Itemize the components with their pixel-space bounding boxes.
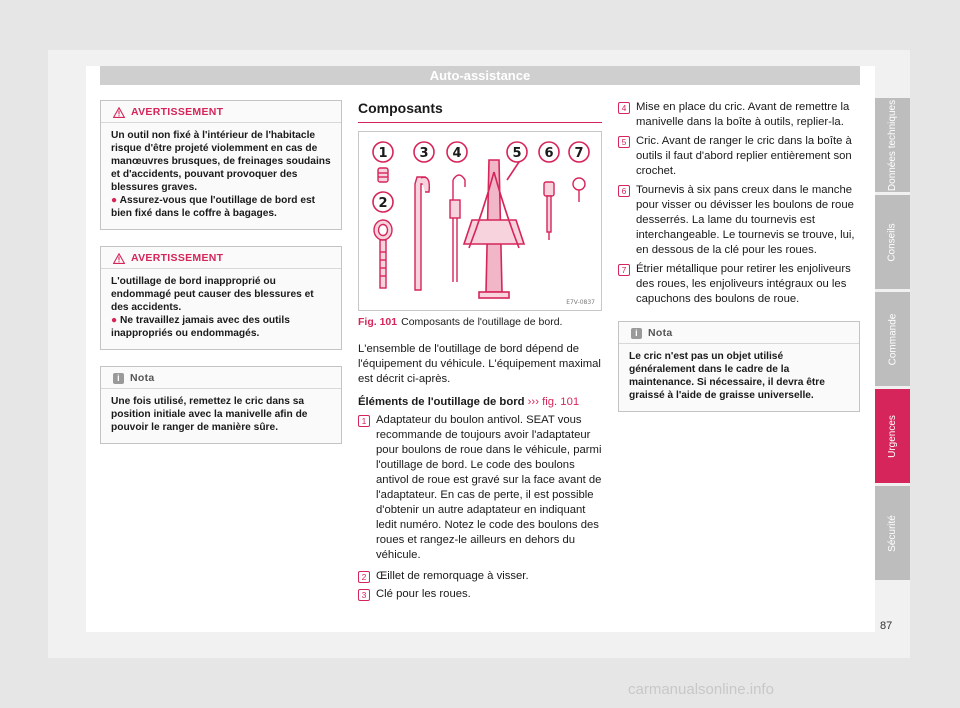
item-text: Mise en place du cric. Avant de remettre la manivelle dans la boîte à outils, replier-la. — [636, 101, 850, 128]
list-item — [618, 262, 860, 307]
chapter-tabs — [875, 98, 910, 583]
section-title: Composants — [358, 100, 602, 123]
item-number: 2 — [358, 571, 370, 583]
item-text: Cric. Avant de ranger le cric dans la boîte à outils il faut d'abord replier entièrement son crochet. — [636, 135, 852, 177]
info-icon: i — [631, 328, 642, 339]
tab-label: Commande — [887, 313, 899, 365]
list-item — [618, 100, 860, 130]
car-jack-icon — [464, 160, 524, 298]
tab-label: Données techniques — [887, 99, 898, 191]
list-item — [358, 587, 602, 602]
warning-box-damaged — [100, 246, 342, 350]
list-item — [358, 569, 602, 584]
nota-header — [101, 367, 341, 389]
figure-code: E7V-0837 — [566, 299, 595, 306]
adapter-icon — [378, 168, 388, 182]
warning-header — [101, 247, 341, 269]
tab-securite[interactable] — [875, 486, 910, 580]
info-icon: i — [113, 373, 124, 384]
tab-commande[interactable] — [875, 292, 910, 386]
item-number: 1 — [358, 415, 370, 427]
item-number: 3 — [358, 589, 370, 601]
item-text: Tournevis à six pans creux dans le manche pour visser ou dévisser les boulons de roue desserrés. La lame du tournevis est interchangeable. Le tournevis se trouve, lui, en dessous de la clé pour les roues. — [636, 184, 855, 256]
warning-text: L'outillage de bord inapproprié ou endommagé peut causer des blessures et des accidents. — [111, 276, 314, 313]
nota-body: Le cric n'est pas un objet utilisé généralement dans le cadre de la maintenance. Si nécessaire, il devra être graissé à l'aide de graisse universelle. — [629, 351, 825, 401]
warning-body — [101, 123, 341, 229]
page-header: Auto-assistance — [100, 66, 860, 85]
nota-title: Nota — [648, 327, 673, 339]
figure-tool-components — [358, 131, 602, 311]
intro-paragraph: L'ensemble de l'outillage de bord dépend de l'équipement du véhicule. L'équipement maximal est décrit ci-après. — [358, 343, 601, 385]
left-column — [100, 100, 342, 460]
list-heading — [358, 395, 602, 410]
warning-text: Un outil non fixé à l'intérieur de l'habitacle risque d'être projeté violemment en cas de manœuvres brusques, de freinages soudains et d'accidents, pouvant provoquer des blessures graves. — [111, 130, 331, 193]
warning-triangle-icon — [113, 107, 125, 118]
nota-body: Une fois utilisé, remettez le cric dans sa position initiale avec la manivelle afin de pouvoir le ranger de manière sûre. — [111, 396, 308, 433]
tab-label: Urgences — [887, 414, 898, 458]
hubcap-puller-icon — [573, 178, 585, 202]
nota-box-grease — [618, 321, 860, 412]
callout-label-6: 6 — [544, 146, 554, 161]
item-text: Étrier métallique pour retirer les enjoliveurs des roues, les enjoliveurs intégraux ou les capuchons des boulons de roue. — [636, 263, 851, 305]
warning-title: AVERTISSEMENT — [131, 106, 224, 118]
bullet-icon: ● — [111, 315, 120, 326]
callout-label-3: 3 — [419, 146, 429, 161]
callout-label-1: 1 — [378, 146, 388, 161]
figure-caption — [358, 316, 602, 328]
warning-bullet-text: Ne travaillez jamais avec des outils inappropriés ou endommagés. — [111, 315, 290, 339]
right-column — [618, 100, 860, 428]
callout-label-2: 2 — [378, 196, 388, 211]
callout-label-5: 5 — [512, 146, 522, 161]
warning-title: AVERTISSEMENT — [131, 252, 224, 264]
tab-conseils[interactable] — [875, 195, 910, 289]
watermark: carmanualsonline.info — [628, 681, 774, 698]
tab-urgences[interactable] — [875, 389, 910, 483]
wheel-wrench-icon — [415, 177, 429, 290]
item-number: 7 — [618, 264, 630, 276]
warning-bullet — [111, 314, 331, 340]
screwdriver-icon — [544, 182, 554, 240]
towing-eye-icon — [374, 220, 392, 288]
nota-title: Nota — [130, 372, 155, 384]
warning-triangle-icon — [113, 253, 125, 264]
nota-header — [619, 322, 859, 344]
figure-caption-text: Composants de l'outillage de bord. — [401, 316, 563, 328]
middle-column — [358, 100, 602, 602]
warning-body — [101, 269, 341, 349]
tab-label: Sécurité — [887, 514, 898, 552]
item-number: 5 — [618, 136, 630, 148]
figure-number: Fig. 101 — [358, 316, 398, 328]
warning-box-fixing — [100, 100, 342, 230]
figure-reference-link[interactable]: ››› fig. 101 — [527, 396, 580, 408]
item-text: Clé pour les roues. — [376, 588, 471, 600]
warning-bullet-text: Assurez-vous que l'outillage de bord est bien fixé dans le coffre à bagages. — [111, 195, 316, 219]
item-text: Adaptateur du boulon antivol. SEAT vous recommande de toujours avoir l'adaptateur pour boulons de roue dans le véhicule, parmi l'outillage de bord. Le code des boulons antivol de roue est gravé sur la face avant de l'adaptateur. En cas de perte, il est possible d'obtenir un autre adaptateur en indiquant ledit numéro. Notez le code des boulons des roues et rangez-le ailleurs en dehors du véhicule. — [376, 414, 602, 561]
bullet-icon: ● — [111, 195, 120, 206]
list-heading-text: Éléments de l'outillage de bord — [358, 396, 525, 408]
tools-illustration — [359, 132, 601, 310]
nota-box-jack — [100, 366, 342, 444]
list-item — [618, 134, 860, 179]
warning-header — [101, 101, 341, 123]
list-item — [618, 183, 860, 258]
tab-donnees-techniques[interactable] — [875, 98, 910, 192]
callout-label-4: 4 — [452, 146, 462, 161]
tab-label: Conseils — [887, 222, 899, 262]
item-text: Œillet de remorquage à visser. — [376, 570, 529, 582]
callout-label-7: 7 — [574, 146, 584, 161]
list-item — [358, 413, 602, 563]
jack-crank-icon — [450, 175, 465, 282]
item-number: 4 — [618, 102, 630, 114]
item-number: 6 — [618, 185, 630, 197]
warning-bullet — [111, 194, 331, 220]
page-number: 87 — [880, 620, 893, 632]
